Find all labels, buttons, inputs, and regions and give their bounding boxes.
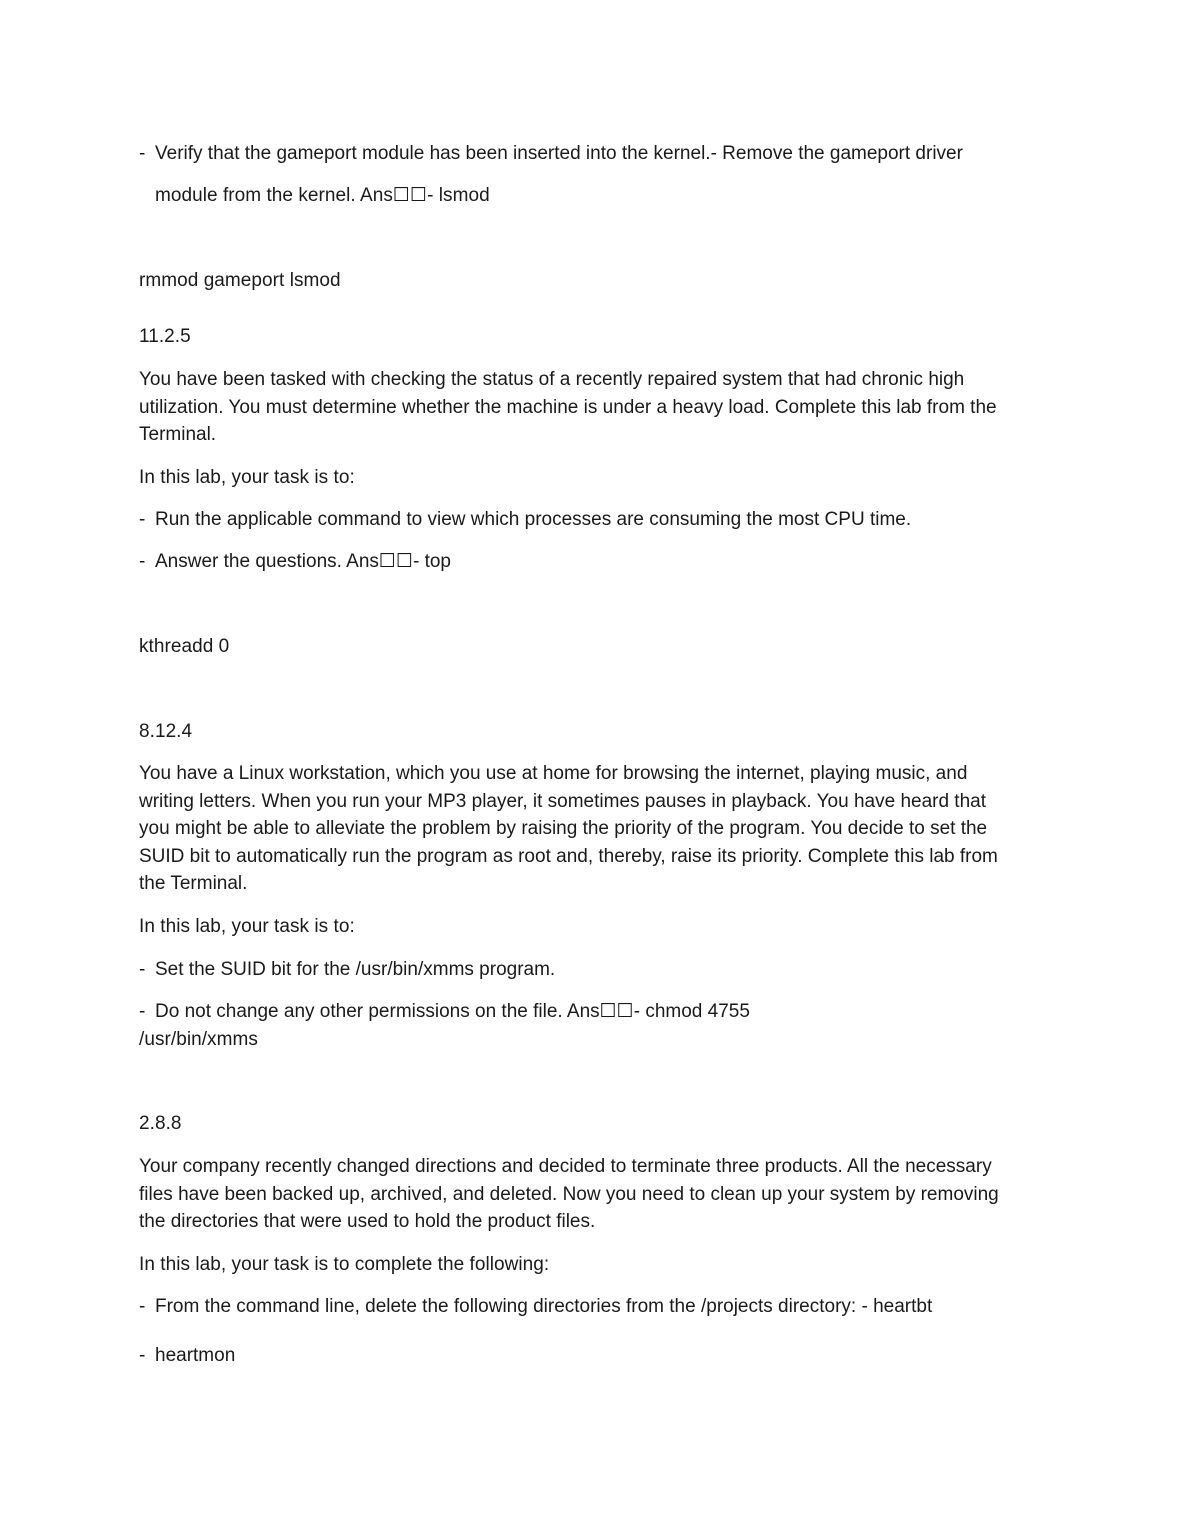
- bullet-text: Set the SUID bit for the /usr/bin/xmms program.: [155, 959, 556, 980]
- section-paragraph: [139, 760, 1044, 898]
- paragraph-line: files have been backed up, archived, and deleted. Now you need to clean up your system by removing: [139, 1183, 999, 1205]
- answer-continuation: /usr/bin/xmms: [139, 1029, 258, 1050]
- paragraph-line: You have a Linux workstation, which you use at home for browsing the internet, playing music, and: [139, 763, 968, 784]
- paragraph-line: utilization. You must determine whether the machine is under a heavy load. Complete this lab from the: [139, 396, 997, 418]
- bullet-dash: -: [139, 551, 146, 572]
- bullet-dash: -: [139, 959, 146, 980]
- paragraph-line: you might be able to alleviate the problem by raising the priority of the program. You decide to set the: [139, 818, 988, 840]
- section-number: 8.12.4: [139, 721, 193, 742]
- paragraph-line: Terminal.: [139, 424, 217, 446]
- section-paragraph: [139, 1153, 1044, 1236]
- bullet-text: From the command line, delete the following directories from the /projects directory: - heartbt: [155, 1296, 933, 1317]
- bullet-text: Answer the questions. Ans☐☐- top: [155, 551, 451, 572]
- answer-text: rmmod gameport lsmod: [139, 270, 341, 291]
- paragraph-line: writing letters. When you run your MP3 player, it sometimes pauses in playback. You have heard that: [139, 790, 987, 812]
- paragraph-line: the Terminal.: [139, 873, 248, 895]
- paragraph-line: You have been tasked with checking the status of a recently repaired system that had chronic high: [139, 369, 965, 390]
- bullet-continuation: module from the kernel. Ans☐☐- lsmod: [155, 185, 490, 206]
- paragraph-line: the directories that were used to hold the product files.: [139, 1211, 596, 1233]
- bullet-dash: -: [139, 1345, 146, 1366]
- answer-text: kthreadd 0: [139, 636, 230, 657]
- bullet-dash: -: [139, 143, 146, 164]
- bullet-text: Run the applicable command to view which processes are consuming the most CPU time.: [155, 509, 912, 530]
- task-intro: In this lab, your task is to:: [139, 916, 355, 937]
- task-intro: In this lab, your task is to:: [139, 467, 355, 488]
- section-number: 11.2.5: [139, 326, 191, 347]
- task-intro: In this lab, your task is to complete the following:: [139, 1254, 550, 1275]
- bullet-text: Verify that the gameport module has been inserted into the kernel.- Remove the gameport driver: [155, 143, 963, 164]
- section-number: 2.8.8: [139, 1113, 182, 1134]
- bullet-dash: -: [139, 1296, 146, 1317]
- paragraph-line: SUID bit to automatically run the program as root and, thereby, raise its priority. Complete this lab from: [139, 845, 998, 867]
- section-paragraph: [139, 366, 1044, 449]
- paragraph-line: Your company recently changed directions and decided to terminate three products. All the necessary: [139, 1156, 992, 1177]
- bullet-text: heartmon: [155, 1345, 236, 1366]
- bullet-text: Do not change any other permissions on the file. Ans☐☐- chmod 4755: [155, 1001, 750, 1022]
- bullet-dash: -: [139, 509, 146, 530]
- bullet-dash: -: [139, 1001, 146, 1022]
